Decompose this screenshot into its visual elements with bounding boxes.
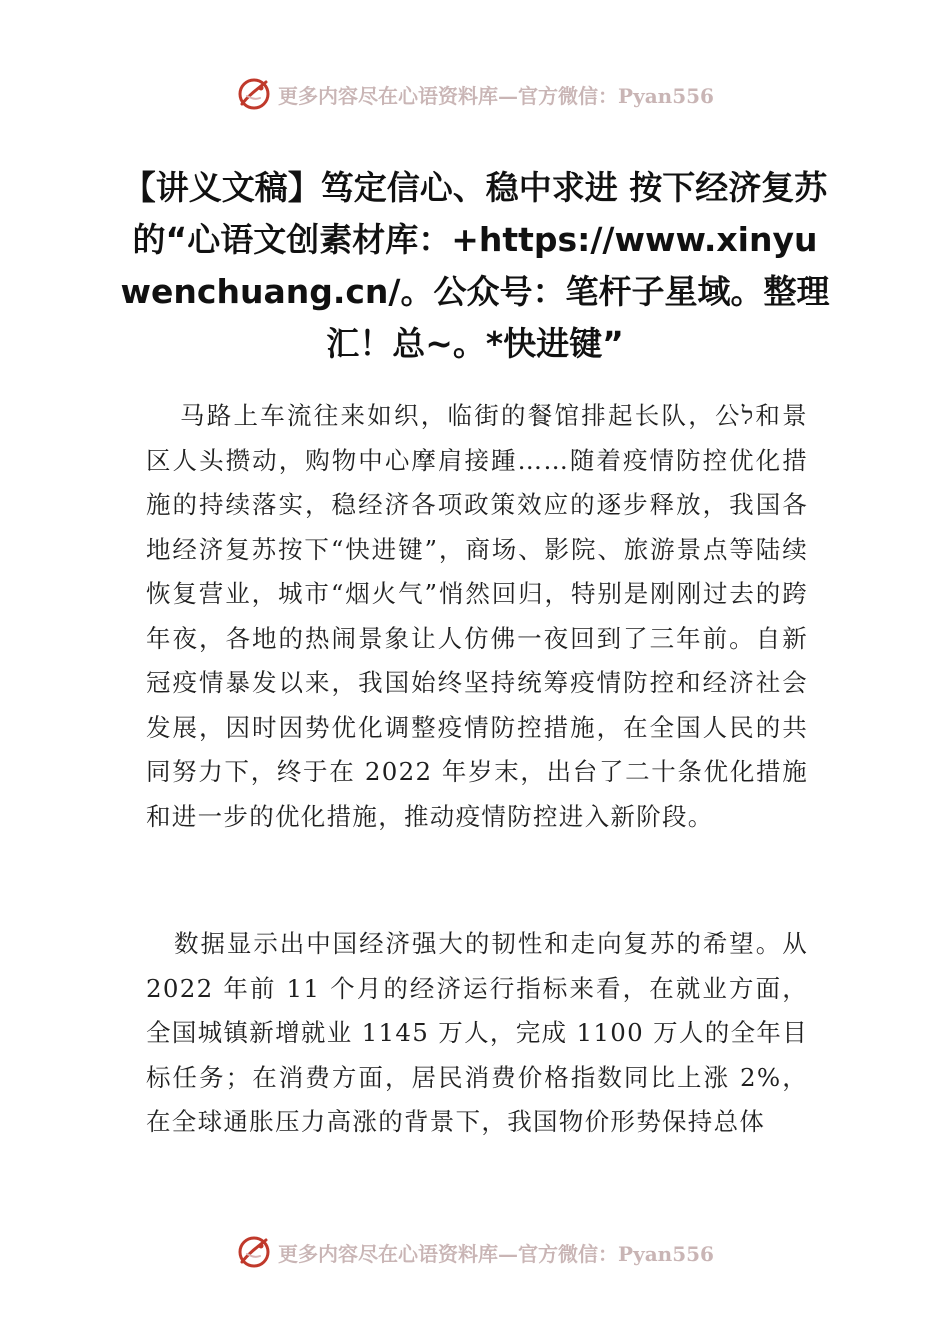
footer-banner [0, 1232, 950, 1272]
paragraph-2: 数据显示出中国经济强大的韧性和走向复苏的希望。从 2022 年前 11 个月的经济运行指标来看，在就业方面，全国城镇新增就业 1145 万人，完成 1100 万人的全年目标任务；在消费方面，居民消费价格指数同比上涨 2%， 在全球通胀压力高涨的背景下，我国物价形势保持总体 [146, 929, 808, 1136]
document-title: 【讲义文稿】笃定信心、稳中求进 按下经济复苏的“心语文创素材库：+https://www.xinyuwenchuang.cn/。公众号：笔杆子星域。整理汇！总~。*快进键” [120, 168, 830, 363]
header-banner [0, 74, 950, 114]
header-banner-text: 更多内容尽在心语资料库—官方微信：Pyan556 [278, 83, 714, 108]
paragraph-1: 马路上车流往来如织，临街的餐馆排起长队，公ל和景区人头攒动，购物中心摩肩接踵……随着疫情防控优化措施的持续落实，稳经济各项政策效应的逐步释放，我国各地经济复苏按下“快进键”，商场、影院、旅游景点等陆续恢复营业，城市“烟火气”悄然回归，特别是刚刚过去的跨年夜，各地的热闹景象让人仿佛一夜回到了三年前。自新冠疫情暴发以来，我国始终坚持统筹疫情防控和经济社会发展，因时因势优化调整疫情防控措施，在全国人民的共同努力下，终于在 2022 年岁末，出台了二十条优化措施和进一步的优化措施，推动疫情防控进入新阶段。 [146, 401, 808, 831]
xinyu-logo-icon [236, 76, 272, 112]
xinyu-logo-icon [236, 1234, 272, 1270]
footer-banner-text: 更多内容尽在心语资料库—官方微信：Pyan556 [278, 1241, 714, 1266]
